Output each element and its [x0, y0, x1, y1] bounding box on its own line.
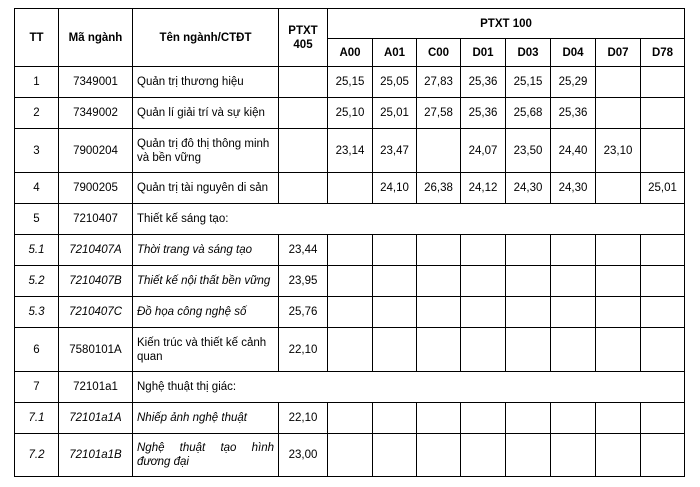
row-score-d07 [596, 403, 641, 434]
row-score-c00 [417, 297, 461, 328]
row-ten-nganh: Quản trị đô thị thông minh và bền vững [133, 129, 279, 173]
row-ten-nganh: Thiết kế nội thất bền vững [133, 266, 279, 297]
row-ma-nganh: 7900205 [59, 173, 133, 204]
header-combo-a01: A01 [373, 39, 417, 67]
row-score-d07 [596, 434, 641, 477]
table-row [15, 403, 685, 434]
header-ptxt100: PTXT 100 [328, 9, 685, 39]
row-score-d04: 25,36 [551, 98, 596, 129]
row-ma-nganh: 7210407C [59, 297, 133, 328]
row-score-d03 [506, 328, 551, 372]
row-score-d01 [461, 266, 506, 297]
row-score-c00 [417, 434, 461, 477]
row-score-d07: 23,10 [596, 129, 641, 173]
row-score-d07 [596, 67, 641, 98]
row-score-d07 [596, 266, 641, 297]
row-score-c00: 27,83 [417, 67, 461, 98]
row-score-a01 [373, 235, 417, 266]
row-score-d78 [641, 129, 685, 173]
row-ptxt405: 22,10 [279, 328, 328, 372]
row-score-a01 [373, 297, 417, 328]
row-score-c00 [417, 129, 461, 173]
admission-scores-table [14, 8, 685, 477]
row-score-d78 [641, 328, 685, 372]
row-score-d04: 25,29 [551, 67, 596, 98]
row-score-a01: 25,01 [373, 98, 417, 129]
row-score-d01 [461, 328, 506, 372]
table-row [15, 235, 685, 266]
row-score-c00 [417, 235, 461, 266]
row-tt: 5 [15, 204, 59, 235]
row-score-d04 [551, 266, 596, 297]
table-row [15, 266, 685, 297]
row-tt: 1 [15, 67, 59, 98]
row-score-d01 [461, 235, 506, 266]
row-ptxt405: 25,76 [279, 297, 328, 328]
row-score-d04 [551, 434, 596, 477]
row-ten-nganh: Quản trị tài nguyên di sản [133, 173, 279, 204]
row-score-d03 [506, 266, 551, 297]
row-score-d01: 25,36 [461, 67, 506, 98]
row-score-c00: 26,38 [417, 173, 461, 204]
row-ptxt405: 23,00 [279, 434, 328, 477]
row-ma-nganh: 72101a1A [59, 403, 133, 434]
row-ma-nganh: 7210407 [59, 204, 133, 235]
row-score-c00: 27,58 [417, 98, 461, 129]
row-score-a01 [373, 403, 417, 434]
row-score-d03 [506, 297, 551, 328]
row-score-d78 [641, 297, 685, 328]
row-score-d07 [596, 173, 641, 204]
row-ptxt405 [279, 98, 328, 129]
row-score-d04: 24,30 [551, 173, 596, 204]
row-score-a01: 24,10 [373, 173, 417, 204]
row-ma-nganh: 72101a1 [59, 372, 133, 403]
row-score-d78 [641, 434, 685, 477]
header-combo-a00: A00 [328, 39, 373, 67]
row-tt: 7 [15, 372, 59, 403]
row-tt: 5.2 [15, 266, 59, 297]
row-score-a00 [328, 266, 373, 297]
row-score-d78 [641, 403, 685, 434]
row-score-c00 [417, 266, 461, 297]
row-score-d03 [506, 235, 551, 266]
header-combo-c00: C00 [417, 39, 461, 67]
row-score-d03 [506, 434, 551, 477]
row-tt: 5.1 [15, 235, 59, 266]
row-score-a00 [328, 434, 373, 477]
row-ten-nganh: Quản lí giải trí và sự kiện [133, 98, 279, 129]
table-row [15, 434, 685, 477]
table-row [15, 173, 685, 204]
row-score-d04 [551, 328, 596, 372]
header-combo-d78: D78 [641, 39, 685, 67]
row-score-d03: 24,30 [506, 173, 551, 204]
row-score-a01 [373, 266, 417, 297]
header-combo-d01: D01 [461, 39, 506, 67]
row-tt: 2 [15, 98, 59, 129]
row-ma-nganh: 7580101A [59, 328, 133, 372]
row-ten-nganh: Thiết kế sáng tạo: [133, 204, 685, 235]
row-score-d78 [641, 98, 685, 129]
row-score-d03 [506, 403, 551, 434]
row-score-a00: 25,15 [328, 67, 373, 98]
row-score-d78 [641, 67, 685, 98]
table-row [15, 328, 685, 372]
header-combo-d04: D04 [551, 39, 596, 67]
row-score-d03: 25,68 [506, 98, 551, 129]
row-score-d03: 23,50 [506, 129, 551, 173]
row-score-d78 [641, 266, 685, 297]
row-score-c00 [417, 328, 461, 372]
header-ptxt405: PTXT 405 [279, 9, 328, 67]
row-score-a01 [373, 434, 417, 477]
row-ma-nganh: 7349001 [59, 67, 133, 98]
row-score-d78 [641, 235, 685, 266]
row-tt: 5.3 [15, 297, 59, 328]
header-combo-d03: D03 [506, 39, 551, 67]
row-ma-nganh: 7900204 [59, 129, 133, 173]
table-row [15, 98, 685, 129]
table-row [15, 129, 685, 173]
row-score-a00: 23,14 [328, 129, 373, 173]
row-score-a01 [373, 328, 417, 372]
row-tt: 4 [15, 173, 59, 204]
row-ptxt405: 22,10 [279, 403, 328, 434]
table-row [15, 67, 685, 98]
header-combo-d07: D07 [596, 39, 641, 67]
header-ten-nganh: Tên ngành/CTĐT [133, 9, 279, 67]
row-score-d07 [596, 328, 641, 372]
row-score-a01: 23,47 [373, 129, 417, 173]
row-ma-nganh: 7210407B [59, 266, 133, 297]
table-row [15, 372, 685, 403]
row-tt: 7.1 [15, 403, 59, 434]
row-score-a01: 25,05 [373, 67, 417, 98]
row-score-c00 [417, 403, 461, 434]
row-ptxt405: 23,95 [279, 266, 328, 297]
row-score-d01: 25,36 [461, 98, 506, 129]
row-ptxt405: 23,44 [279, 235, 328, 266]
row-score-d01 [461, 403, 506, 434]
row-score-a00: 25,10 [328, 98, 373, 129]
row-ten-nganh: Thời trang và sáng tạo [133, 235, 279, 266]
row-tt: 7.2 [15, 434, 59, 477]
row-score-d01: 24,07 [461, 129, 506, 173]
row-score-d04 [551, 297, 596, 328]
row-ten-nganh: Kiến trúc và thiết kế cảnh quan [133, 328, 279, 372]
row-ten-nganh: Nghệ thuật thị giác: [133, 372, 685, 403]
table-row [15, 297, 685, 328]
row-score-d01: 24,12 [461, 173, 506, 204]
row-score-a00 [328, 173, 373, 204]
row-score-d03: 25,15 [506, 67, 551, 98]
row-ptxt405 [279, 67, 328, 98]
row-tt: 3 [15, 129, 59, 173]
row-score-a00 [328, 297, 373, 328]
row-score-d04 [551, 403, 596, 434]
row-ma-nganh: 72101a1B [59, 434, 133, 477]
row-score-d07 [596, 235, 641, 266]
row-score-d07 [596, 297, 641, 328]
row-ptxt405 [279, 173, 328, 204]
row-tt: 6 [15, 328, 59, 372]
header-ma-nganh: Mã ngành [59, 9, 133, 67]
header-tt: TT [15, 9, 59, 67]
row-score-d01 [461, 297, 506, 328]
row-score-d04: 24,40 [551, 129, 596, 173]
row-score-a00 [328, 328, 373, 372]
row-ten-nganh: Quản trị thương hiệu [133, 67, 279, 98]
table-row [15, 204, 685, 235]
row-score-d07 [596, 98, 641, 129]
row-ten-nganh: Đồ họa công nghệ số [133, 297, 279, 328]
row-ten-nganh: Nghệ thuật tạo hình đương đại [133, 434, 279, 477]
row-score-d01 [461, 434, 506, 477]
row-ptxt405 [279, 129, 328, 173]
row-ten-nganh: Nhiếp ảnh nghệ thuật [133, 403, 279, 434]
row-score-a00 [328, 403, 373, 434]
row-ma-nganh: 7210407A [59, 235, 133, 266]
row-score-d78: 25,01 [641, 173, 685, 204]
row-score-d04 [551, 235, 596, 266]
row-ma-nganh: 7349002 [59, 98, 133, 129]
row-score-a00 [328, 235, 373, 266]
